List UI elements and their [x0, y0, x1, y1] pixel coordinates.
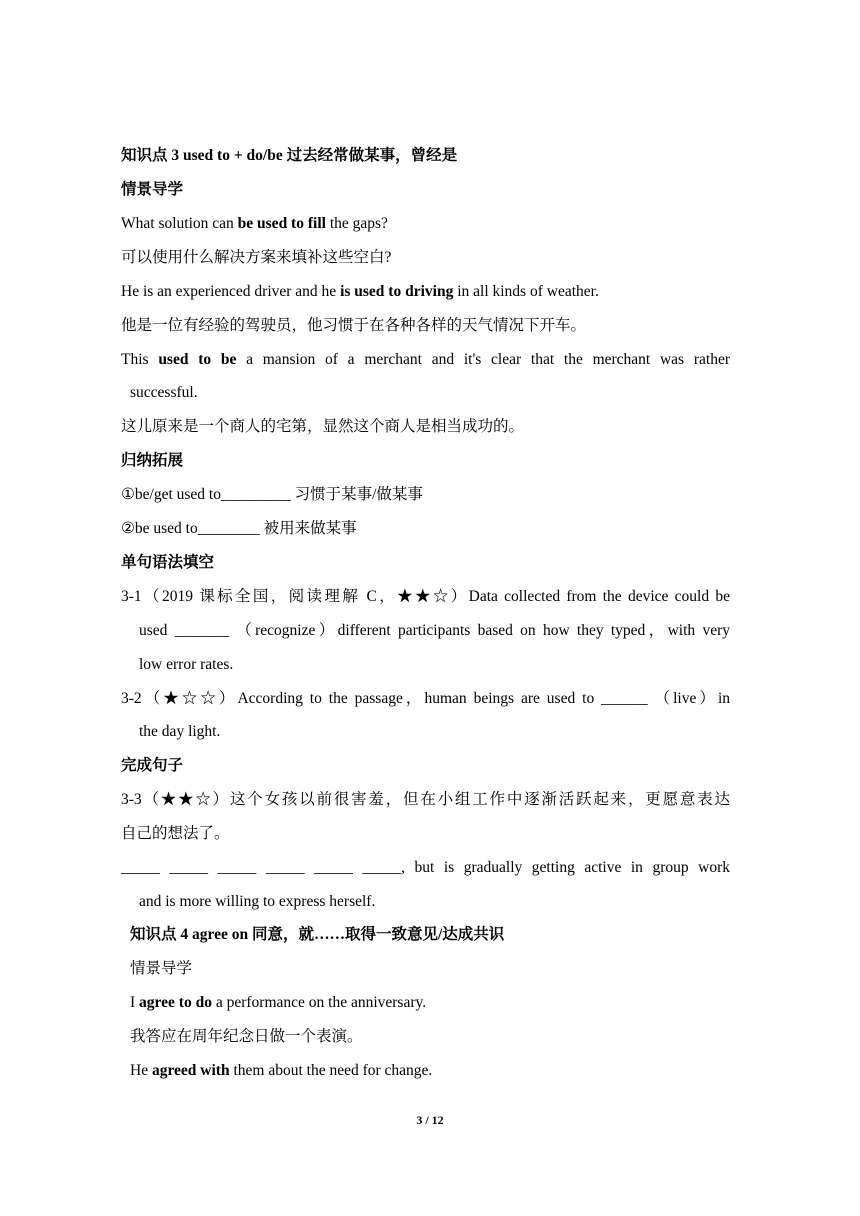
section-4-situation-heading: 情景导学 — [130, 960, 193, 977]
example-keyword: be used to fill — [237, 215, 326, 232]
section-3-title: 知识点 3 used to + do/be 过去经常做某事，曾经是 — [121, 147, 458, 164]
section-4-example-1-en — [130, 993, 730, 1013]
example-text: This — [121, 351, 159, 368]
grammar-heading: 单句语法填空 — [121, 554, 215, 571]
example-keyword: is used to driving — [340, 283, 454, 300]
question-3-1-line-3: low error rates. — [139, 656, 234, 673]
example-text: He — [130, 1062, 152, 1079]
question-3-1-line-1: 3-1（2019 课标全国，阅读理解 C，★★☆）Data collected from the device could be — [121, 588, 730, 605]
example-text: a mansion of a merchant and it's clear that the merchant was rather — [236, 351, 730, 368]
question-3-3-line-1: 3-3（★★☆）这个女孩以前很害羞，但在小组工作中逐渐活跃起来，更愿意表达 — [121, 791, 730, 808]
example-3-en-cont: successful. — [130, 384, 198, 401]
complete-heading: 完成句子 — [121, 757, 184, 774]
question-3-2-line-2: the day light. — [139, 723, 221, 740]
section-3-situation-heading: 情景导学 — [121, 181, 184, 198]
example-text: I — [130, 994, 140, 1011]
example-2-cn: 他是一位有经验的驾驶员，他习惯于在各种各样的天气情况下开车。 — [121, 317, 587, 334]
summary-item-1: ①be/get used to_________ 习惯于某事/做某事 — [121, 486, 423, 503]
question-3-1-line-2: used _______ （recognize）different participants based on how they typed，with very — [139, 622, 730, 639]
example-1-cn: 可以使用什么解决方案来填补这些空白? — [121, 249, 392, 266]
summary-item-2: ②be used to________ 被用来做某事 — [121, 520, 357, 537]
page-number: 3 / 12 — [416, 1113, 444, 1127]
example-text: them about the need for change. — [229, 1062, 433, 1079]
question-3-3-line-4: and is more willing to express herself. — [139, 893, 376, 910]
example-1-en — [121, 214, 730, 234]
section-4-example-1-cn: 我答应在周年纪念日做一个表演。 — [130, 1028, 363, 1045]
question-3-2-line-1: 3-2（★☆☆）According to the passage，human beings are used to ______ （live）in — [121, 690, 730, 707]
example-text: in all kinds of weather. — [453, 283, 599, 300]
section-4-title: 知识点 4 agree on 同意，就……取得一致意见/达成共识 — [130, 926, 505, 943]
example-3-cn: 这儿原来是一个商人的宅第，显然这个商人是相当成功的。 — [121, 418, 525, 435]
example-keyword: used to be — [158, 351, 237, 368]
example-3-en — [121, 350, 730, 370]
example-text: a performance on the anniversary. — [211, 994, 427, 1011]
example-text: the gaps? — [325, 215, 388, 232]
example-text: He is an experienced driver and he — [121, 283, 341, 300]
example-keyword: agreed with — [151, 1062, 230, 1079]
example-keyword: agree to do — [139, 994, 212, 1011]
summary-heading: 归纳拓展 — [121, 452, 184, 469]
example-2-en — [121, 282, 730, 302]
example-text: What solution can — [121, 215, 238, 232]
question-3-3-line-3: _____ _____ _____ _____ _____ _____, but is gradually getting active in group work — [121, 859, 730, 876]
section-4-example-2-en — [130, 1061, 730, 1081]
question-3-3-line-2: 自己的想法了。 — [121, 825, 230, 842]
